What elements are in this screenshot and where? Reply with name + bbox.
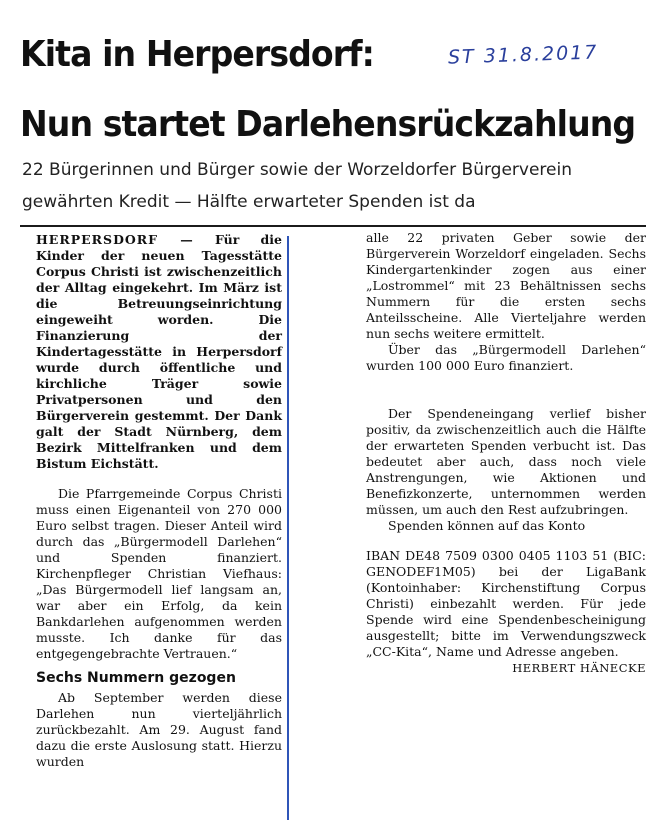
column-divider	[287, 236, 289, 820]
paragraph: Die Pfarrgemeinde Corpus Christi muss einen Eigenanteil von 270 000 Euro selbst tragen. Dieser Anteil wird durch das „Bürgermodell Darlehen“ und Spenden finanziert. Kirchenpfleger Christian Viefhaus: „Das Bürgermodell lief langsam an, war aber ein Erfolg, da kein Bankdarlehen aufgenommen werden musste. Ich danke für das entgegengebrachte Vertrauen.“	[36, 486, 282, 661]
paragraph: alle 22 privaten Geber sowie der Bürgerverein Worzeldorf eingeladen. Sechs Kindergartenkinder zogen aus einer „Lostrommel“ mit 23 Behältnissen sechs Nummern für die ersten sechs Anteilsscheine. Alle Vierteljahre werden nun sechs weitere ermittelt.	[366, 230, 646, 341]
paragraph: IBAN DE48 7509 0300 0405 1103 51 (BIC: GENODEF1M05) bei der LigaBank (Kontoinhaber: Kirchenstiftung Corpus Christi) einbezahlt werden. Für jede Spende wird eine Spendenbescheinigung ausgestellt; bitte im Verwendungszweck „CC-Kita“, Name und Adresse angeben.	[366, 548, 646, 659]
headline-line-1: Kita in Herpersdorf:	[20, 34, 374, 75]
lead-paragraph	[36, 232, 282, 472]
dateline: HERPERSDORF —	[36, 232, 194, 247]
section-heading: Sechs Nummern gezogen	[36, 670, 236, 686]
headline-line-2: Nun startet Darlehensrückzahlung	[20, 104, 636, 145]
paragraph: Der Spendeneingang verlief bisher positiv, da zwischenzeitlich auch die Hälfte der erwarteten Spenden verbucht ist. Das bedeutet aber auch, dass noch viele Anstrengungen, wie Aktionen und Benefizkonzerte, unternommen werden müssen, um auch den Rest aufzubringen.	[366, 406, 646, 517]
paragraph: Spenden können auf das Konto	[388, 518, 586, 533]
handwritten-date-note: ST 31.8.2017	[447, 41, 599, 69]
paragraph: Ab September werden diese Darlehen nun vierteljährlich zurückbezahlt. Am 29. August fand dazu die erste Auslosung statt. Hierzu wurden	[36, 690, 282, 769]
right-column	[366, 230, 646, 676]
subheadline-line-2: gewährten Kredit — Hälfte erwarteter Spenden ist da	[22, 192, 476, 212]
headline-divider	[20, 225, 646, 227]
left-column	[36, 232, 282, 770]
paragraph: Über das „Bürgermodell Darlehen“ wurden 100 000 Euro finanziert.	[366, 342, 646, 373]
subheadline-line-1: 22 Bürgerinnen und Bürger sowie der Worzeldorfer Bürgerverein	[22, 160, 573, 180]
lead-text: Für die Kinder der neuen Tagesstätte Corpus Christi ist zwischenzeitlich der Alltag eingekehrt. Im März ist die Betreuungseinrichtung eingeweiht worden. Die Finanzierung der Kindertagesstätte in Herpersdorf wurde durch öffentliche und kirchliche Träger sowie Privatpersonen und den Bürgerverein gestemmt. Der Dank galt der Stadt Nürnberg, dem Bezirk Mittelfranken und dem Bistum Eichstätt.	[36, 232, 282, 471]
author-byline: HERBERT HÄNECKE	[512, 661, 646, 675]
